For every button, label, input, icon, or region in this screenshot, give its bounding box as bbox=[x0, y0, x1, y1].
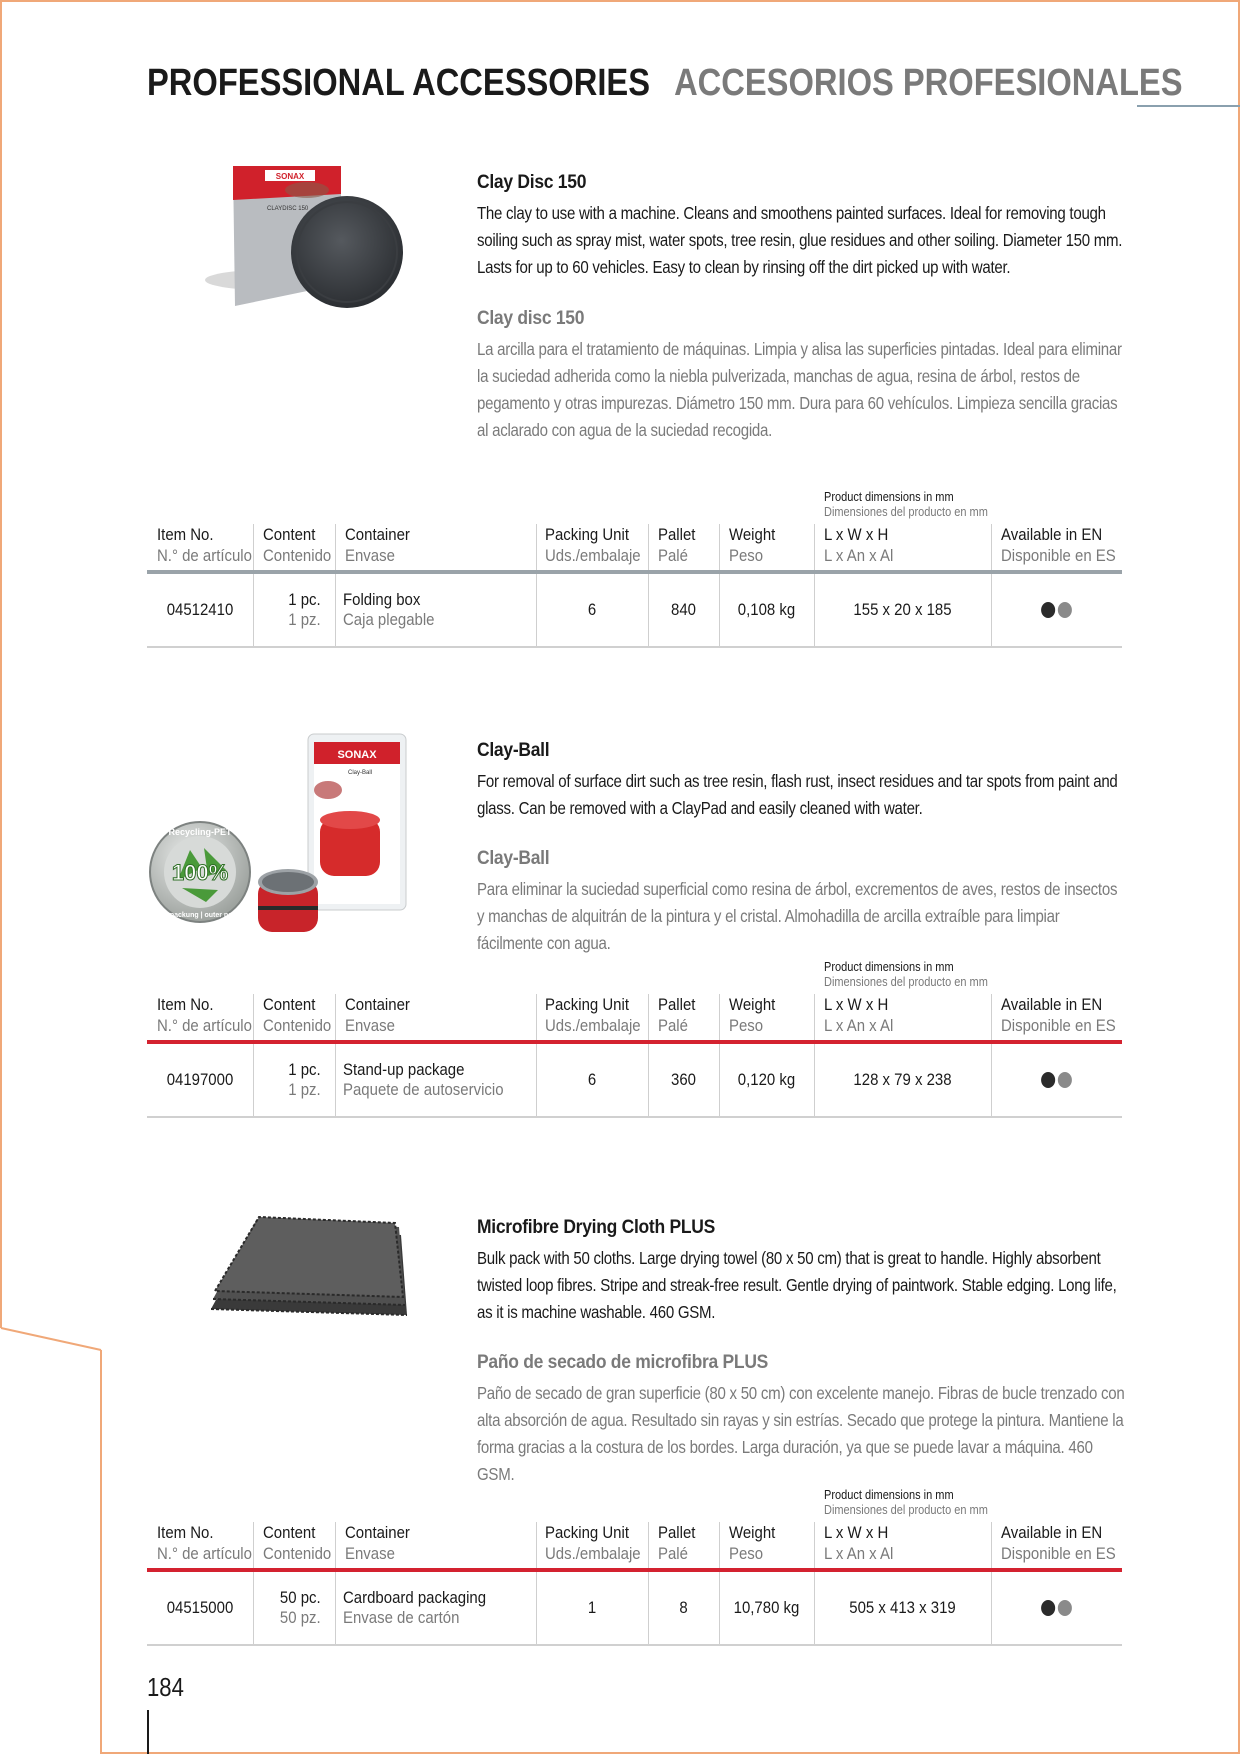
product-desc-en: For removal of surface dirt such as tree resin, flash rust, insect residues and tar spots from paint and glass. Can be removed with a ClayPad and easily cleaned with water. bbox=[477, 771, 1118, 818]
table-row bbox=[147, 1572, 1122, 1646]
col-header-content: Content Contenido bbox=[263, 525, 332, 565]
col-header-packing: Packing Unit Uds./embalaje bbox=[545, 1523, 641, 1563]
col-header-packing: Packing Unit Uds./embalaje bbox=[545, 525, 641, 565]
content-cell: 1 pc. 1 pz. bbox=[288, 590, 321, 629]
product-desc-es: Para eliminar la suciedad superficial como resina de árbol, excrementos de aves, restos de insectos y manchas de alquitrán de la pintura y el cristal. Almohadilla de arcilla extraíble para limpiar fácilmente con agua. bbox=[477, 879, 1118, 953]
availability-cell bbox=[999, 574, 1114, 646]
clay-ball-description-es bbox=[477, 848, 1127, 957]
item-number: 04197000 bbox=[166, 1070, 234, 1089]
clay-ball-product-image bbox=[148, 730, 418, 945]
col-header-weight: Weight Peso bbox=[729, 525, 776, 565]
availability-cell bbox=[999, 1044, 1114, 1116]
product-name-es: Paño de secado de microfibra PLUS bbox=[477, 1352, 769, 1373]
product-desc-es: La arcilla para el tratamiento de máquinas. Limpia y alisa las superficies pintadas. Ideal para eliminar la suciedad adherida como la niebla pulverizada, manchas de agua, resina de árbol, restos de pegamento y otras impurezas. Diámetro 150 mm. Dura para 60 vehículos. Limpieza sencilla gracias al aclarado con agua de la suciedad recogida. bbox=[477, 339, 1122, 440]
page-title-en: PROFESSIONAL ACCESSORIES bbox=[147, 62, 651, 104]
sonax-brand-label: SONAX bbox=[337, 749, 377, 761]
container-cell: Cardboard packaging Envase de cartón bbox=[343, 1588, 487, 1627]
availability-en-dot-icon bbox=[1041, 602, 1055, 618]
packing-unit-cell: 1 bbox=[587, 1598, 597, 1617]
container-cell: Folding box Caja plegable bbox=[343, 590, 435, 629]
pallet-cell: 840 bbox=[671, 600, 696, 619]
product-name-en: Microfibre Drying Cloth PLUS bbox=[477, 1217, 715, 1238]
availability-es-dot-icon bbox=[1058, 602, 1072, 618]
dims-note: Product dimensions in mm Dimensiones del producto en mm bbox=[824, 960, 988, 989]
page-border-top bbox=[0, 0, 1240, 2]
table-row bbox=[147, 1044, 1122, 1118]
table-row bbox=[147, 574, 1122, 648]
product-name-es: Clay disc 150 bbox=[477, 308, 585, 329]
recycling-subtext: Umverpackung | outer package bbox=[148, 912, 252, 919]
recycling-label: Recycling-PET bbox=[168, 827, 232, 837]
weight-cell: 10,780 kg bbox=[733, 1598, 800, 1617]
availability-en-dot-icon bbox=[1041, 1600, 1055, 1616]
col-header-availability: Available in EN Disponible en ES bbox=[1001, 995, 1116, 1035]
product-name-en: Clay Disc 150 bbox=[477, 172, 587, 193]
container-cell: Stand-up package Paquete de autoservicio bbox=[343, 1060, 504, 1099]
page-border-left-lower bbox=[100, 1350, 102, 1754]
col-header-weight: Weight Peso bbox=[729, 995, 776, 1035]
dims-note: Product dimensions in mm Dimensiones del producto en mm bbox=[824, 490, 988, 519]
product-desc-es: Paño de secado de gran superficie (80 x 50 cm) con excelente manejo. Fibras de bucle trenzado con alta absorción de agua. Resultado sin rayas y sin estrías. Secado que protege la pintura. Mantiene la forma gracias a la costura de los bordes. Larga duración, ya que se puede lavar a máquina. 460 GSM. bbox=[477, 1383, 1125, 1484]
recycling-pet-badge-icon bbox=[148, 822, 252, 922]
col-header-availability: Available in EN Disponible en ES bbox=[1001, 525, 1116, 565]
item-number: 04512410 bbox=[166, 600, 234, 619]
clay-disc-product-image bbox=[195, 160, 415, 310]
microfibre-cloth-product-image bbox=[205, 1215, 415, 1325]
page-border-notch bbox=[0, 1320, 104, 1360]
page-border-left bbox=[0, 0, 2, 1328]
col-header-container: Container Envase bbox=[345, 995, 410, 1035]
page-number-rule bbox=[147, 1710, 149, 1754]
dimensions-cell: 505 x 413 x 319 bbox=[849, 1598, 956, 1617]
pallet-cell: 360 bbox=[671, 1070, 696, 1089]
col-header-pallet: Pallet Palé bbox=[658, 1523, 696, 1563]
pallet-cell: 8 bbox=[679, 1598, 688, 1617]
content-cell: 1 pc. 1 pz. bbox=[288, 1060, 321, 1099]
title-rule bbox=[1137, 105, 1240, 107]
col-header-item: Item No. N.° de artículo bbox=[157, 995, 252, 1035]
microfibre-description-en bbox=[477, 1217, 1127, 1326]
col-header-packing: Packing Unit Uds./embalaje bbox=[545, 995, 641, 1035]
dims-note: Product dimensions in mm Dimensiones del producto en mm bbox=[824, 1488, 988, 1517]
product-desc-en: The clay to use with a machine. Cleans and smoothens painted surfaces. Ideal for removing tough soiling such as spray mist, water spots, tree resin, glue residues and other soiling. Diameter 150 mm. Lasts for up to 60 vehicles. Easy to clean by rinsing off the dirt picked up with water. bbox=[477, 203, 1123, 277]
col-header-item: Item No. N.° de artículo bbox=[157, 1523, 252, 1563]
availability-es-dot-icon bbox=[1058, 1072, 1072, 1088]
clayball-box-label: Clay-Ball bbox=[348, 770, 373, 776]
clay-ball-description-en bbox=[477, 740, 1127, 822]
page-title bbox=[147, 62, 1183, 105]
col-header-container: Container Envase bbox=[345, 525, 410, 565]
page-title-es: ACCESORIOS PROFESIONALES bbox=[674, 62, 1183, 104]
col-header-availability: Available in EN Disponible en ES bbox=[1001, 1523, 1116, 1563]
clay-disc-description-en bbox=[477, 172, 1127, 281]
availability-cell bbox=[999, 1572, 1114, 1644]
col-header-weight: Weight Peso bbox=[729, 1523, 776, 1563]
claydisc-box-label: CLAYDISC 150 bbox=[267, 206, 309, 212]
col-header-pallet: Pallet Palé bbox=[658, 525, 696, 565]
col-header-pallet: Pallet Palé bbox=[658, 995, 696, 1035]
dimensions-cell: 128 x 79 x 238 bbox=[853, 1070, 952, 1089]
col-header-container: Container Envase bbox=[345, 1523, 410, 1563]
product-desc-en: Bulk pack with 50 cloths. Large drying towel (80 x 50 cm) that is great to handle. Highly absorbent twisted loop fibres. Stripe and streak-free result. Gentle drying of paintwork. Stable edging. Long life, as it is machine washable. 460 GSM. bbox=[477, 1248, 1117, 1322]
clay-disc-description-es bbox=[477, 308, 1127, 444]
sonax-brand-label: SONAX bbox=[275, 172, 305, 181]
weight-cell: 0,108 kg bbox=[737, 600, 796, 619]
availability-en-dot-icon bbox=[1041, 1072, 1055, 1088]
product-name-en: Clay-Ball bbox=[477, 740, 550, 761]
content-cell: 50 pc. 50 pz. bbox=[279, 1588, 321, 1627]
col-header-dimensions: L x W x H L x An x Al bbox=[824, 525, 894, 565]
availability-es-dot-icon bbox=[1058, 1600, 1072, 1616]
microfibre-description-es bbox=[477, 1352, 1127, 1488]
dimensions-cell: 155 x 20 x 185 bbox=[853, 600, 952, 619]
recycling-percent: 100% bbox=[171, 860, 229, 885]
packing-unit-cell: 6 bbox=[587, 600, 597, 619]
product-name-es: Clay-Ball bbox=[477, 848, 550, 869]
item-number: 04515000 bbox=[166, 1598, 234, 1617]
col-header-item: Item No. N.° de artículo bbox=[157, 525, 252, 565]
col-header-dimensions: L x W x H L x An x Al bbox=[824, 995, 894, 1035]
col-header-content: Content Contenido bbox=[263, 995, 332, 1035]
weight-cell: 0,120 kg bbox=[737, 1070, 796, 1089]
col-header-dimensions: L x W x H L x An x Al bbox=[824, 1523, 894, 1563]
packing-unit-cell: 6 bbox=[587, 1070, 597, 1089]
col-header-content: Content Contenido bbox=[263, 1523, 332, 1563]
page-number: 184 bbox=[147, 1672, 184, 1702]
